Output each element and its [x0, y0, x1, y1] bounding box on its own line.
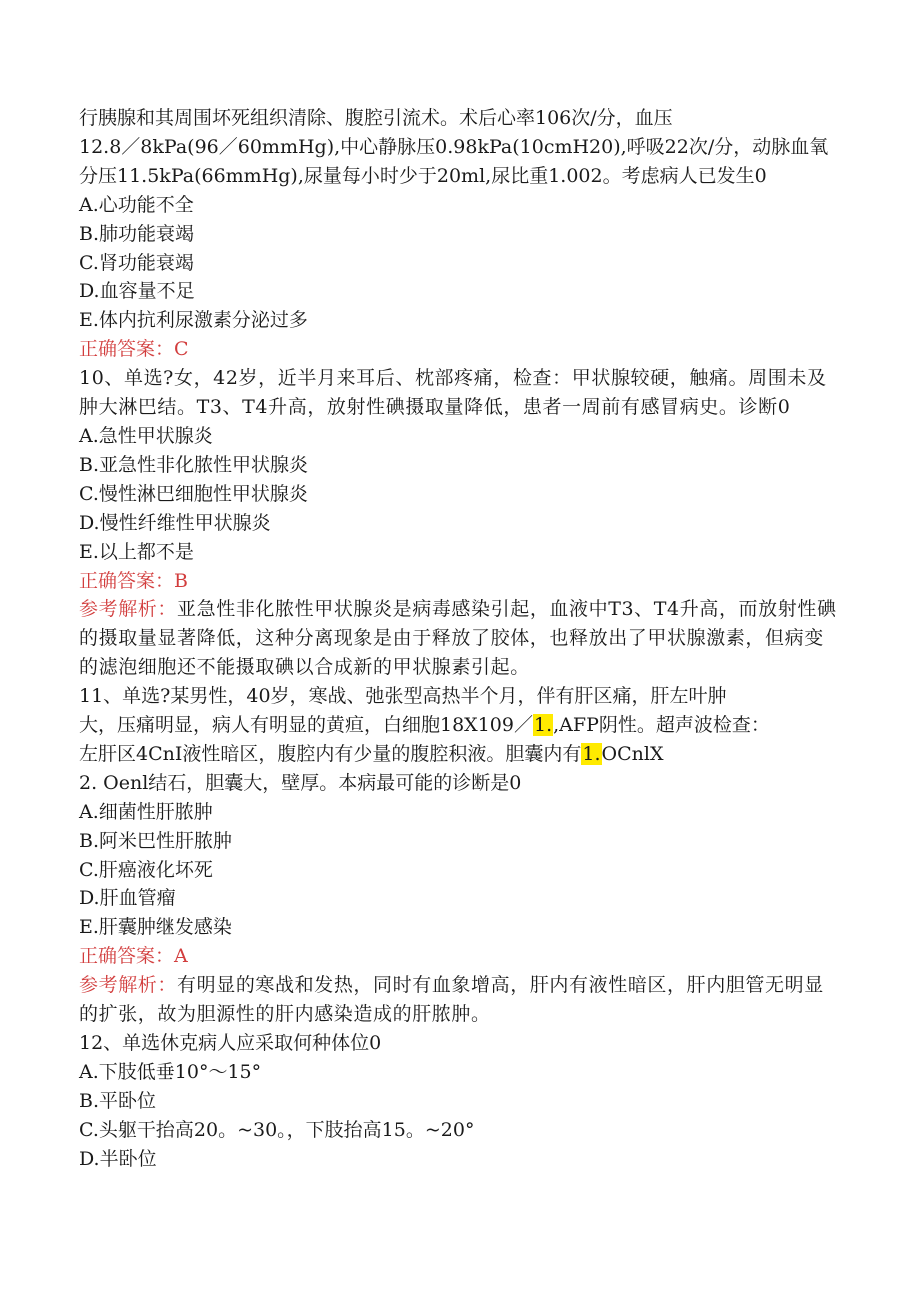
q11-option-a: A.细菌性肝脓肿	[79, 800, 213, 823]
analysis-label: 参考解析：	[79, 598, 178, 621]
q12-option-c: C.头躯干抬高20。~30。，下肢抬高15。~20°	[79, 1118, 475, 1141]
q9-stem-line-3: 分压11.5kPa(66mmHg),尿量每小时少于20ml,尿比重1.002。考虑病人已发生0	[79, 164, 767, 187]
highlight-mark: 1.	[582, 742, 601, 765]
q11-stem-line-3	[79, 740, 839, 769]
analysis-label: 参考解析：	[79, 974, 178, 997]
q11-option-d: D.肝血管瘤	[79, 887, 176, 910]
q9-option-b: B.肺功能衰竭	[79, 222, 195, 245]
answer-label: 正确答案：	[79, 945, 175, 968]
q9-option-a: A.心功能不全	[79, 193, 194, 216]
q10-option-c: C.慢性淋巴细胞性甲状腺炎	[79, 482, 308, 505]
answer-value: B	[174, 569, 188, 592]
q12-option-b: B.平卧位	[79, 1089, 157, 1112]
analysis-text: 亚急性非化脓性甲状腺炎是病毒感染引起，血液中T3、T4升高，而放射性碘的摄取量显著降低，这种分离现象是由于释放了胶体，也释放出了甲状腺激素，但病变的滤泡细胞还不能摄取碘以合成新的甲状腺素引起。	[79, 598, 837, 679]
q12-option-d: D.半卧位	[79, 1147, 157, 1170]
q11-option-b: B.阿米巴性肝脓肿	[79, 829, 233, 852]
q9-stem-line-2: 12.8／8kPa(96／60mmHg),中心静脉压0.98kPa(10cmH20),呼吸22次/分，动脉血氧	[79, 135, 829, 158]
q11-analysis	[79, 971, 839, 1029]
q12-stem: 12、单选休克病人应采取何种体位0	[79, 1032, 382, 1054]
q11-answer	[79, 942, 839, 971]
q11-stem-text: ,AFP阴性。超声波检查：	[553, 714, 770, 737]
q11-stem-text: 大，压痛明显，病人有明显的黄疸，白细胞18X109／	[79, 714, 533, 737]
q9-option-c: C.肾功能衰竭	[79, 251, 194, 274]
answer-value: C	[174, 338, 189, 361]
q11-stem-line-2	[79, 711, 839, 740]
answer-value: A	[174, 945, 188, 968]
q10-option-d: D.慢性纤维性甲状腺炎	[79, 511, 271, 534]
question-content	[79, 104, 839, 1174]
q10-option-b: B.亚急性非化脓性甲状腺炎	[79, 453, 309, 476]
q9-answer	[79, 335, 839, 364]
q10-option-e: E.以上都不是	[79, 540, 194, 563]
q11-stem-line-1: 11、单选?某男性，40岁，寒战、弛张型高热半个月，伴有肝区痛，肝左叶肿	[79, 685, 727, 708]
q12-option-a: A.下肢低垂10°～15°	[79, 1060, 262, 1083]
highlight-mark: 1.	[533, 714, 553, 737]
q11-stem-text: OCnlX	[601, 742, 664, 765]
q9-stem-line-1: 行胰腺和其周围坏死组织清除、腹腔引流术。术后心率106次/分，血压	[79, 107, 673, 129]
q9-option-d: D.血容量不足	[79, 280, 195, 303]
q11-option-c: C.肝癌液化坏死	[79, 858, 213, 881]
answer-label: 正确答案：	[79, 338, 175, 361]
q11-stem-text: 左肝区4CnI液性暗区，腹腔内有少量的腹腔积液。胆囊内有	[79, 742, 582, 765]
analysis-text: 有明显的寒战和发热，同时有血象增高，肝内有液性暗区，肝内胆管无明显的扩张，故为胆源性的肝内感染造成的肝脓肿。	[79, 974, 824, 1026]
q10-stem: 10、单选?女，42岁，近半月来耳后、枕部疼痛，检查：甲状腺较硬，触痛。周围未及肿大淋巴结。T3、T4升高，放射性碘摄取量降低，患者一周前有感冒病史。诊断0	[79, 367, 827, 419]
q9-option-e: E.体内抗利尿激素分泌过多	[79, 309, 308, 332]
q11-stem-line-4: 2. Oenl结石，胆囊大，壁厚。本病最可能的诊断是0	[79, 771, 522, 794]
answer-label: 正确答案：	[79, 569, 175, 592]
q10-analysis	[79, 595, 839, 682]
q11-option-e: E.肝囊肿继发感染	[79, 916, 232, 939]
q10-option-a: A.急性甲状腺炎	[79, 424, 213, 447]
q10-answer	[79, 567, 839, 596]
